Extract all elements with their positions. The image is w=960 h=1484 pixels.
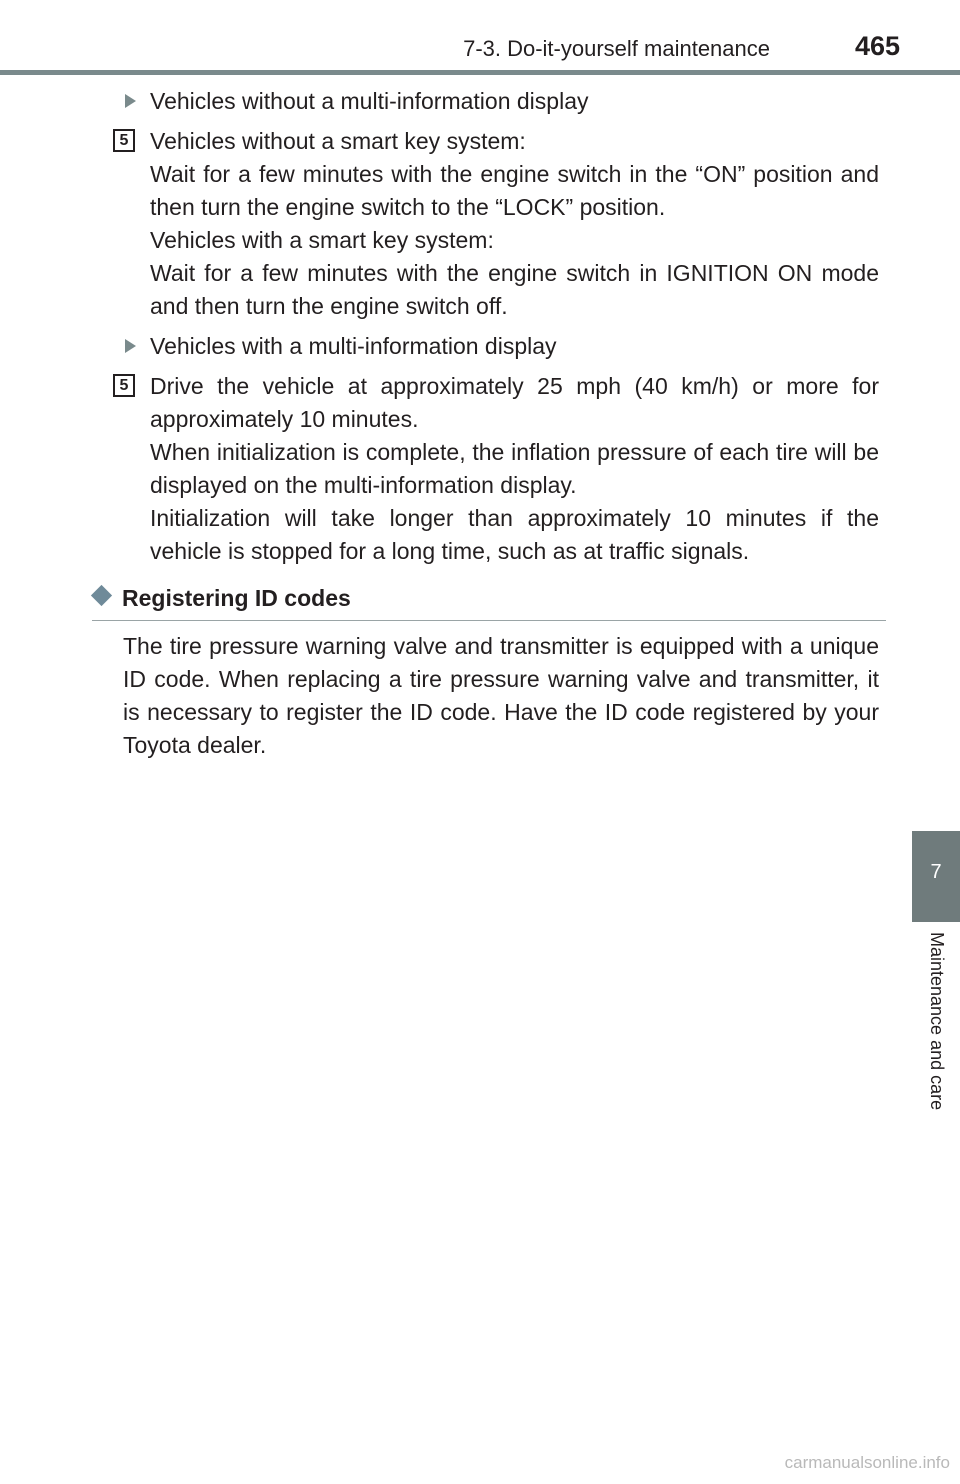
step-line: Drive the vehicle at approximately 25 mph (40 km/h) or more for approximately 10 minutes.: [150, 373, 879, 432]
body-paragraph: The tire pressure warning valve and transmitter is equipped with a unique ID code. When replacing a tire pressure warning valve and transmitter, it is necessary to register the ID code. Have the ID code registered by your Toyota dealer.: [123, 633, 879, 758]
step-text-block: [150, 370, 879, 568]
subhead-text: Vehicles without a multi-information display: [150, 88, 589, 114]
section-heading: [92, 582, 886, 621]
step-line: Wait for a few minutes with the engine switch in the “ON” position and then turn the engine switch to the “LOCK” position.: [150, 161, 879, 220]
chapter-side-label: [925, 932, 951, 1152]
triangle-bullet-icon: [125, 94, 136, 108]
step-line: When initialization is complete, the inflation pressure of each tire will be displayed on the multi-information display.: [150, 439, 879, 498]
chapter-title: Maintenance and care: [927, 932, 947, 1111]
page-number: 465: [854, 31, 900, 61]
step-text-block: [150, 125, 879, 323]
heading-text: Registering ID codes: [122, 585, 351, 611]
watermark: carmanualsonline.info: [784, 1453, 950, 1472]
section-title: 7-3. Do-it-yourself maintenance: [463, 36, 770, 61]
step-line: Vehicles with a smart key system:: [150, 227, 494, 253]
triangle-bullet-icon: [125, 339, 136, 353]
diamond-bullet-icon: [91, 585, 112, 606]
subhead-text: Vehicles with a multi-information display: [150, 333, 557, 359]
step-number-icon: 5: [113, 374, 135, 397]
step-line: Vehicles without a smart key system:: [150, 128, 526, 154]
chapter-tab: [912, 831, 960, 922]
chapter-number: 7: [930, 861, 942, 883]
step-line: Initialization will take longer than approximately 10 minutes if the vehicle is stopped for a long time, such as at traffic signals.: [150, 505, 879, 564]
step-number-icon: 5: [113, 129, 135, 152]
step-line: Wait for a few minutes with the engine switch in IGNITION ON mode and then turn the engine switch off.: [150, 260, 879, 319]
header-divider: [0, 70, 960, 75]
